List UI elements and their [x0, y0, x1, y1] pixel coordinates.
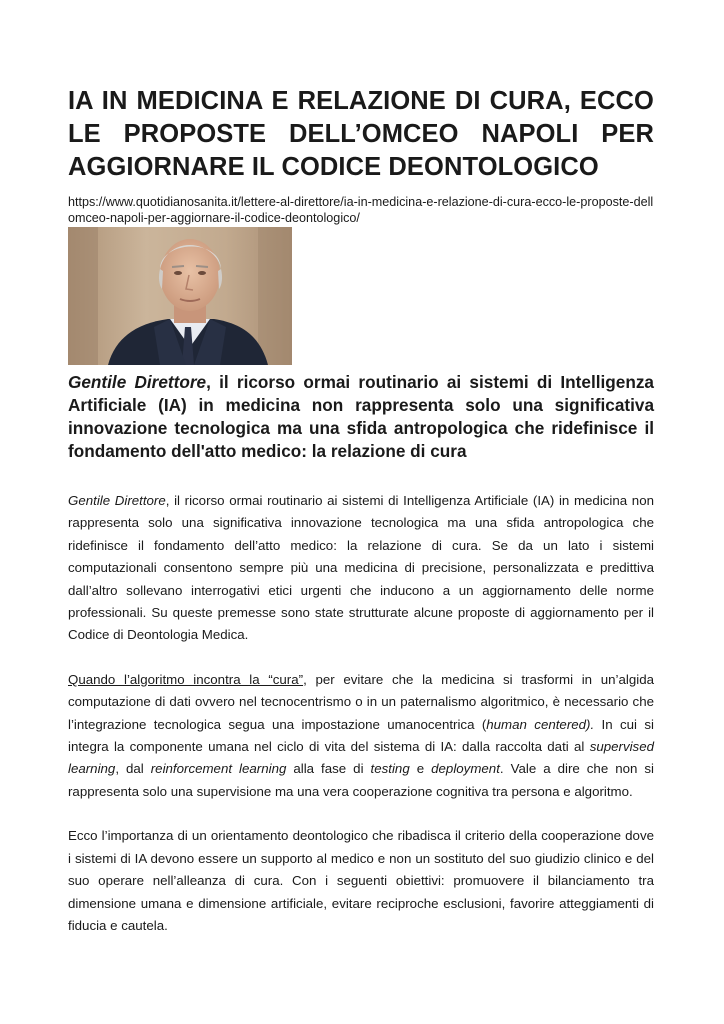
- p2-text-1: , per evitare che la medicina si trasformi in un’algida computazione di dati ovvero nel tecnocentrismo o in un paternalismo algoritmico, è necessario che l’integrazione tecnologica segua una impostazione umanocentrica (: [68, 671, 654, 732]
- p2-emph-2: supervised learning: [68, 739, 654, 777]
- lead-salutation: Gentile Direttore: [68, 372, 207, 392]
- body-paragraph-1: [68, 490, 654, 647]
- p2-text-4: alla fase di: [286, 761, 371, 777]
- p2-text-2: In cui si integra la componente umana nel ciclo di vita del sistema di IA: dalla raccolta dati al: [68, 716, 654, 755]
- p2-emph-3: reinforcement learning: [150, 761, 287, 777]
- p2-emph-4: testing: [370, 761, 410, 777]
- p2-text-3: , dal: [115, 761, 151, 777]
- body-paragraph-2: [68, 669, 654, 803]
- p2-text-5: e: [409, 761, 432, 777]
- p2-text-6: . Vale a dire che non si rappresenta solo una supervisione ma una vera cooperazione cognitiva tra persona e algoritmo.: [68, 761, 654, 799]
- portrait-image: [68, 227, 292, 365]
- author-photo: [68, 227, 292, 365]
- lead-paragraph: [68, 371, 654, 463]
- p2-emph-5: deployment: [431, 761, 500, 777]
- lead-text: , il ricorso ormai routinario ai sistemi di Intelligenza Artificiale (IA) in medicina non rappresenta solo una significativa innovazione tecnologica ma una sfida antropologica che ridefinisce il fondamento dell'atto medico: la relazione di cura: [68, 372, 654, 461]
- article-title: IA IN MEDICINA E RELAZIONE DI CURA, ECCO LE PROPOSTE DELL’OMCEO NAPOLI PER AGGIORNARE IL CODICE DEONTOLOGICO: [68, 87, 654, 181]
- p1-salutation: Gentile Direttore: [68, 493, 166, 508]
- p1-text: , il ricorso ormai routinario ai sistemi di Intelligenza Artificiale (IA) in medicina non rappresenta solo una significativa innovazione tecnologica ma una sfida antropologica che ridefinisce il fondamento dell’atto medico: la relazione di cura. Se da un lato i sistemi computazionali consentono sempre più una medicina di precisione, personalizzata e predittiva dall’altro sollevano interrogativi etici urgenti che inducono a un aggiornamento delle norme professionali. Su queste premesse sono state strutturate alcune proposte di aggiornamento per il Codice di Deontologia Medica.: [68, 493, 654, 643]
- p2-heading: Quando l’algoritmo incontra la “cura”: [68, 671, 304, 687]
- source-url[interactable]: https://www.quotidianosanita.it/lettere-al-direttore/ia-in-medicina-e-relazione-di-cura-ecco-le-proposte-dellomceo-napoli-per-aggiornare-il-codice-deontologico/: [68, 195, 654, 225]
- body-paragraph-3: Ecco l’importanza di un orientamento deontologico che ribadisca il criterio della cooperazione dove i sistemi di IA devono essere un supporto al medico e non un sostituto del suo giudizio clinico e del suo operare nell’alleanza di cura. Con i seguenti obiettivi: promuovere il bilanciamento tra dimensione umana e dimensione artificiale, evitare reciproche esclusioni, favorire atteggiamenti di fiducia e cautela.: [68, 828, 654, 933]
- p2-emph-1: human centered).: [486, 716, 595, 732]
